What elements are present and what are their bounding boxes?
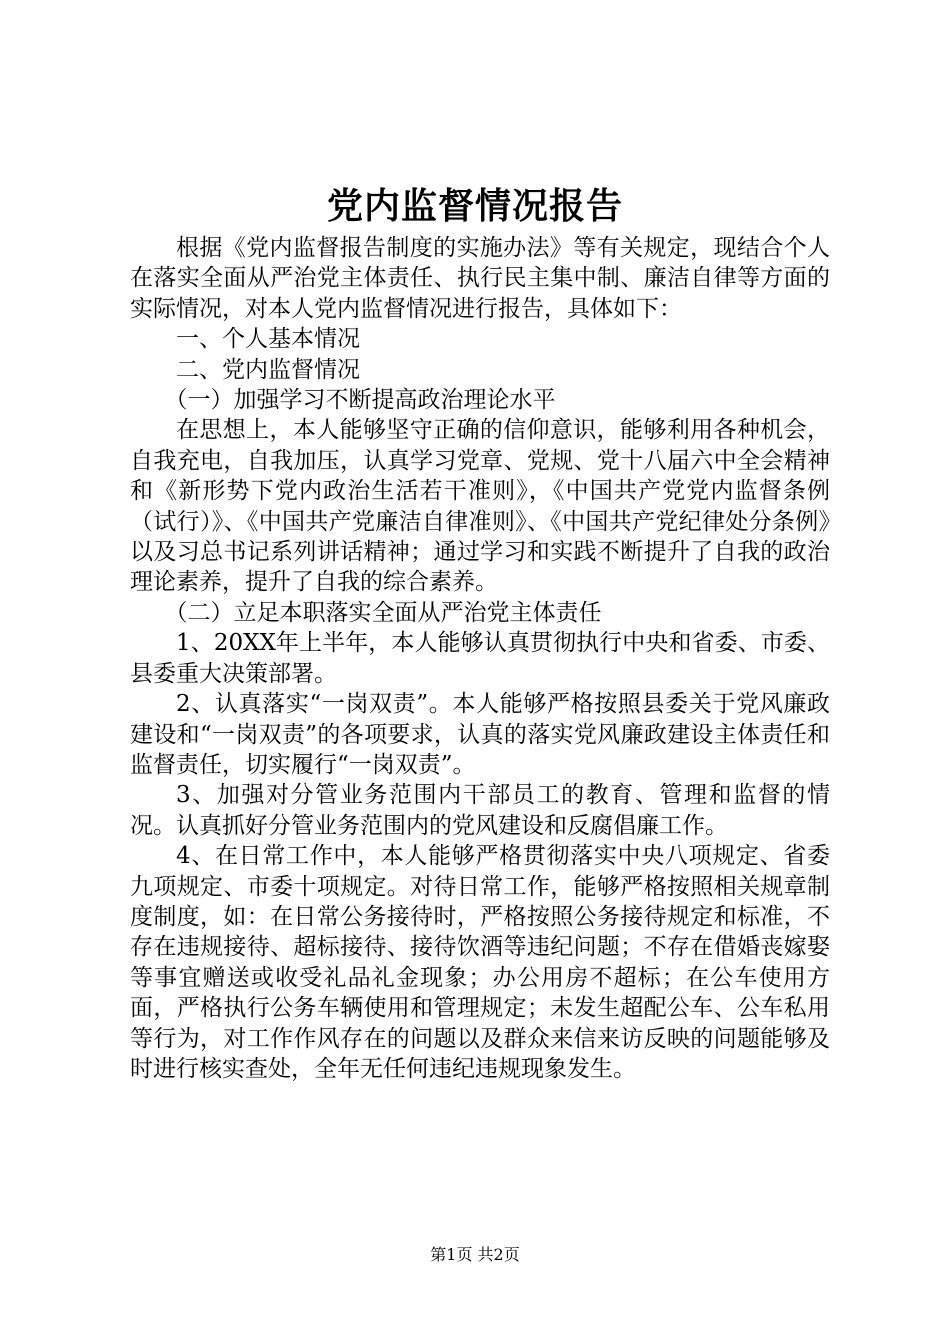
item-paragraph-2: 2、认真落实“一岗双责”。本人能够严格按照县委关于党风廉政建设和“一岗双责”的各项要求，认真的落实党风廉政建设主体责任和监督责任，切实履行“一岗双责”。 [130,691,830,778]
section-heading-supervision: 二、党内监督情况 [176,356,360,383]
subsection-heading-study: （一）加强学习不断提高政治理论水平 [164,387,556,414]
intro-paragraph: 根据《党内监督报告制度的实施办法》等有关规定，现结合个人在落实全面从严治党主体责任、执行民主集中制、廉洁自律等方面的实际情况，对本人党内监督情况进行报告，具体如下： [130,235,830,322]
study-paragraph: 在思想上，本人能够坚守正确的信仰意识，能够利用各种机会，自我充电，自我加压，认真学习党章、党规、党十八届六中全会精神和《新形势下党内政治生活若干准则》，《中国共产党党内监督条例（试行）》、《中国共产党廉洁自律准则》、《中国共产党纪律处分条例》以及习总书记系列讲话精神；通过学习和实践不断提升了自我的政治理论素养，提升了自我的综合素养。 [130,417,830,596]
subsection-heading-responsibility: （二）立足本职落实全面从严治党主体责任 [164,599,602,626]
document-body [130,233,830,1084]
section-heading-basic-info: 一、个人基本情况 [176,326,360,353]
item-paragraph-1: 1、20XX年上半年，本人能够认真贯彻执行中央和省委、市委、县委重大决策部署。 [130,630,830,687]
item-paragraph-4: 4、在日常工作中，本人能够严格贯彻落实中央八项规定、省委九项规定、市委十项规定。对待日常工作，能够严格按照相关规章制度制度，如：在日常公务接待时，严格按照公务接待规定和标准，不存在违规接待、超标接待、接待饮酒等违纪问题；不存在借婚丧嫁娶等事宜赠送或收受礼品礼金现象；办公用房不超标；在公车使用方面，严格执行公务车辆使用和管理规定；未发生超配公车、公车私用等行为，对工作作风存在的问题以及群众来信来访反映的问题能够及时进行核实查处，全年无任何违纪违规现象发生。 [130,843,830,1082]
page-number-footer: 第1页 共2页 [430,1245,520,1264]
item-paragraph-3: 3、加强对分管业务范围内干部员工的教育、管理和监督的情况。认真抓好分管业务范围内的党风建设和反腐倡廉工作。 [130,782,830,839]
document-title: 党内监督情况报告 [326,185,623,227]
